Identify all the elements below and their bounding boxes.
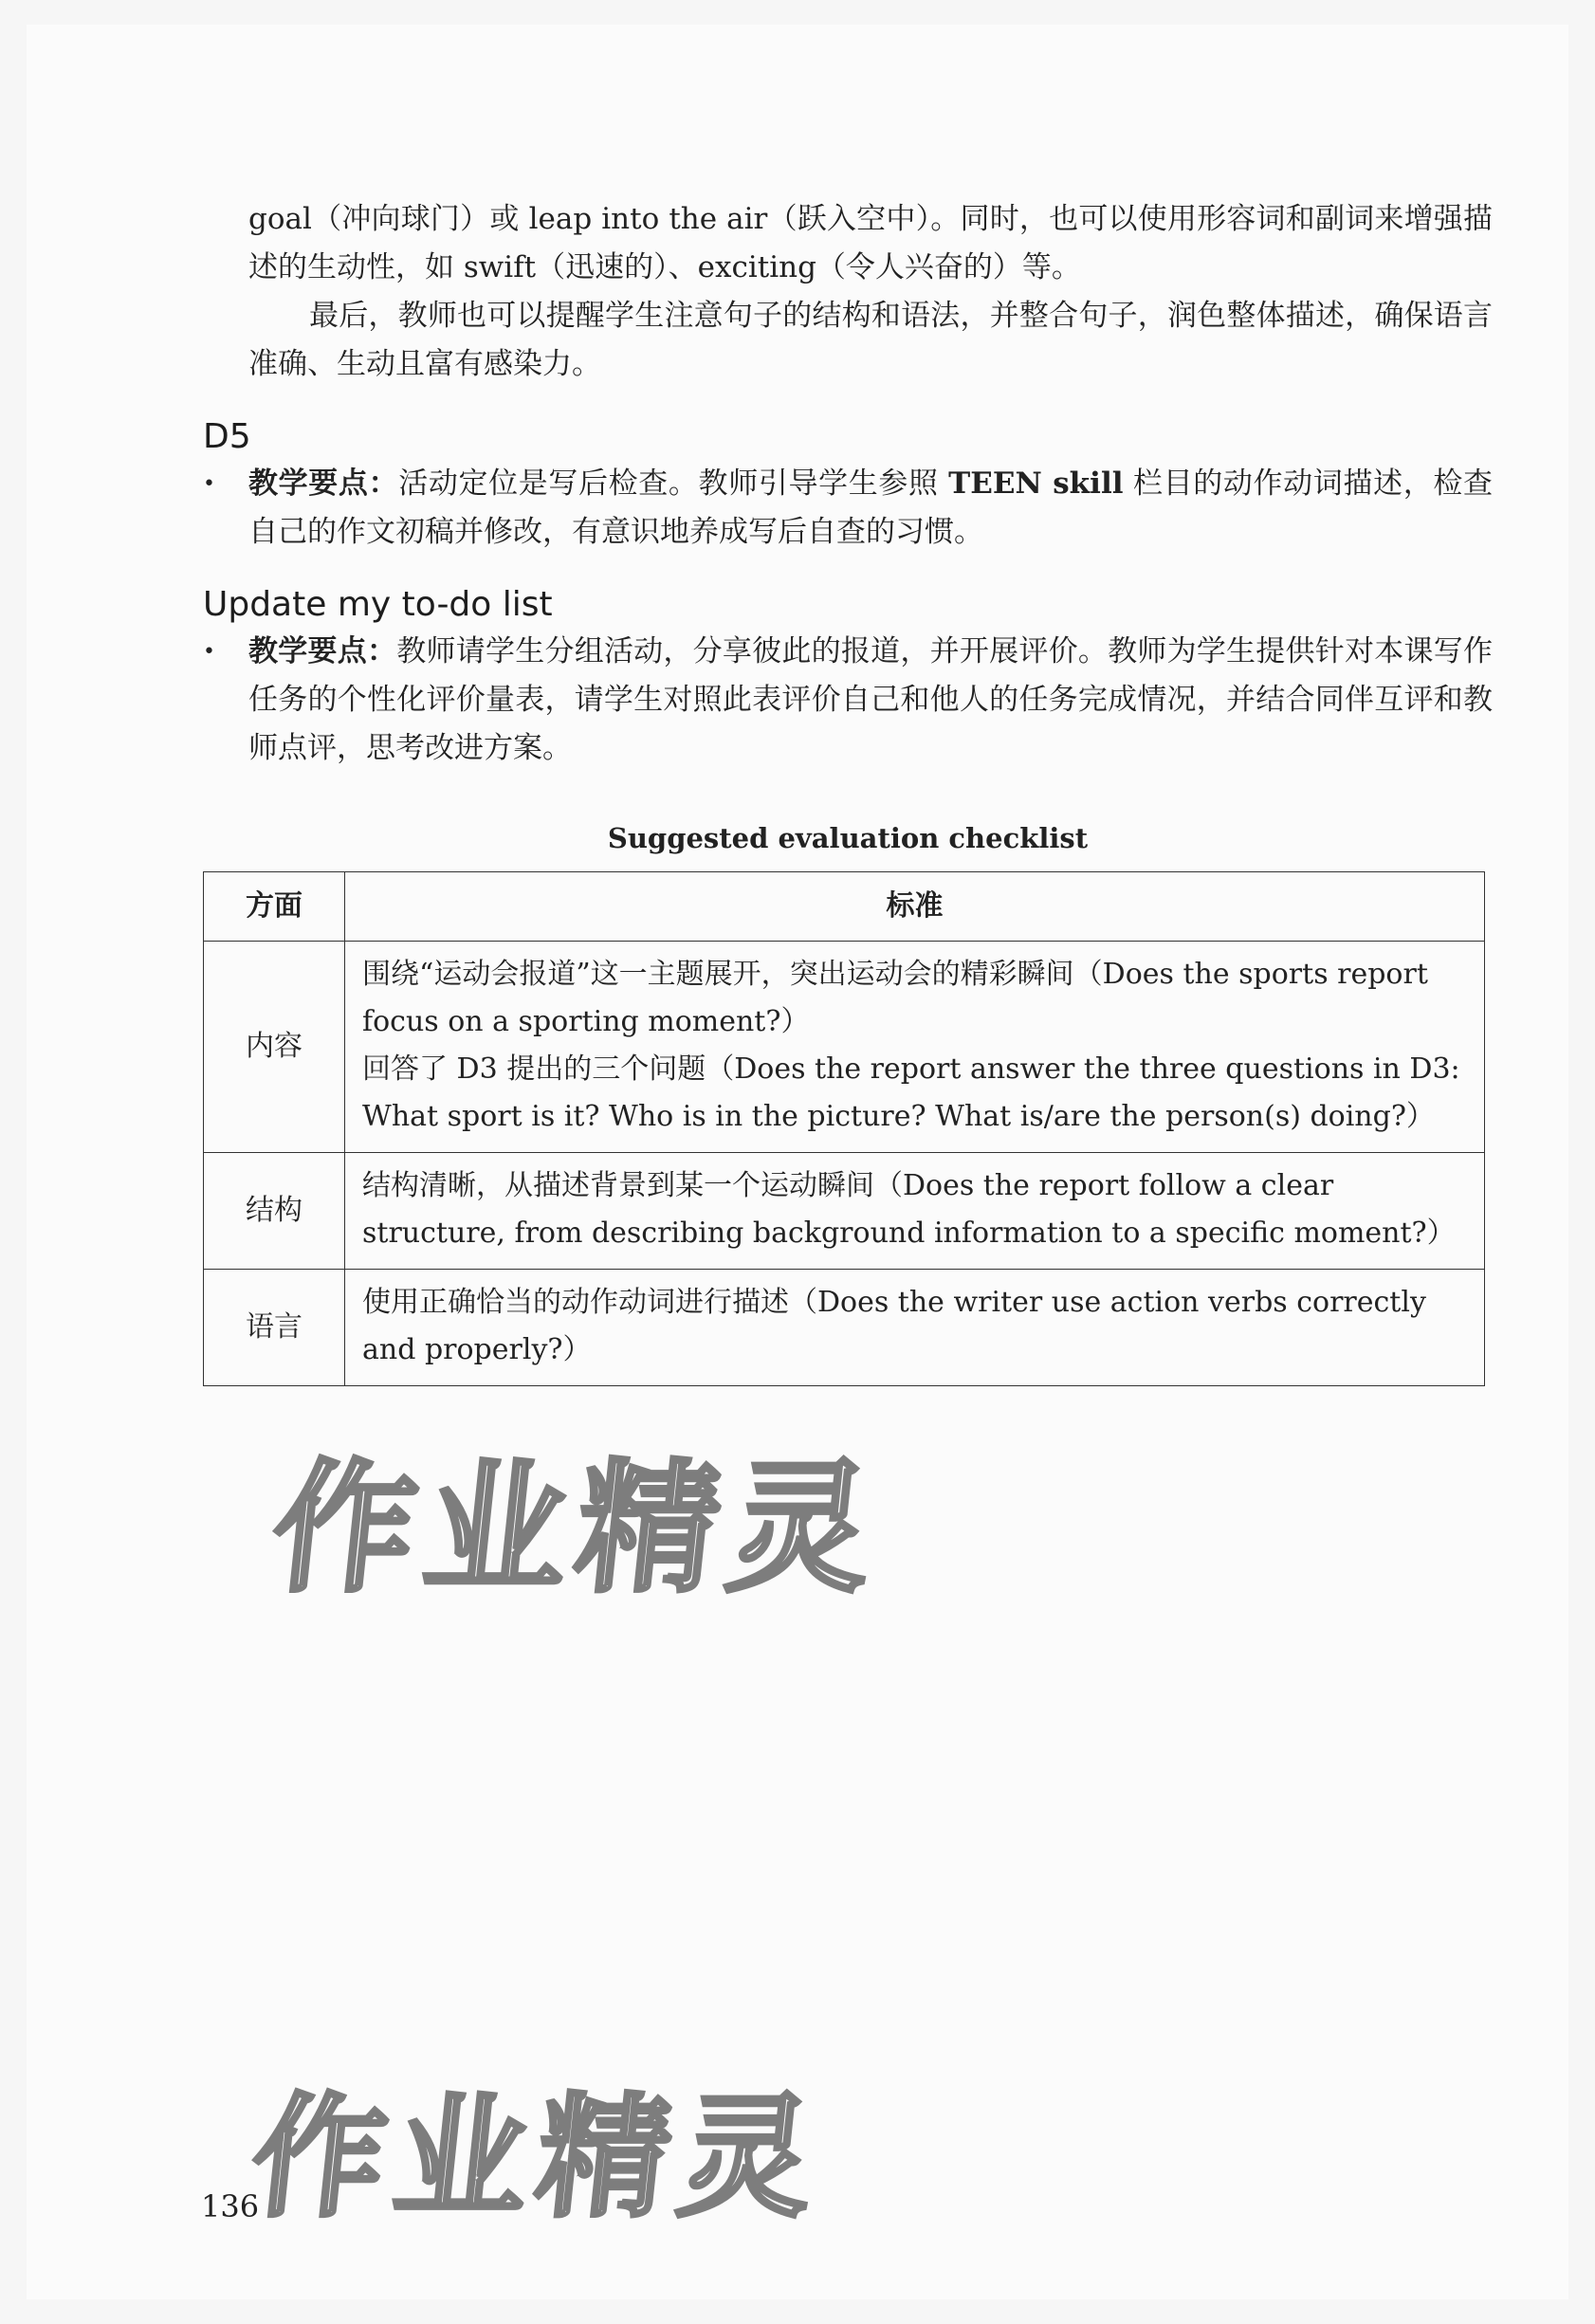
update-bullet xyxy=(203,628,1493,773)
bullet-label: 教学要点： xyxy=(248,467,399,501)
page-number: 136 xyxy=(201,2188,260,2224)
criteria-cell xyxy=(345,1270,1485,1386)
header-criteria: 标准 xyxy=(345,872,1485,942)
bullet-text: 活动定位是写后检查。教师引导学生参照 xyxy=(398,467,949,501)
document-page xyxy=(27,25,1568,2299)
section-heading-d5: D5 xyxy=(203,417,251,456)
criteria-item: 使用正确恰当的动作动词进行描述（Does the writer use action verbs correctly and properly?） xyxy=(362,1286,1426,1366)
aspect-cell: 结构 xyxy=(204,1153,345,1270)
watermark-logo: 作业精灵 xyxy=(265,1447,889,1612)
watermark-logo: 作业精灵 xyxy=(245,2081,831,2236)
aspect-cell: 内容 xyxy=(204,942,345,1153)
table-row xyxy=(204,942,1485,1153)
table-row xyxy=(204,1270,1485,1386)
criteria-item: 结构清晰，从描述背景到某一个运动瞬间（Does the report follow a clear structure, from describing background information to a specific moment?） xyxy=(362,1169,1456,1250)
table-row xyxy=(204,1153,1485,1270)
bullet-bold-text: TEEN skill xyxy=(948,467,1124,501)
bullet-icon: • xyxy=(203,640,215,664)
paragraph-final-tip: 最后，教师也可以提醒学生注意句子的结构和语法，并整合句子，润色整体描述，确保语言准确、生动且富有感染力。 xyxy=(248,299,1493,381)
aspect-cell: 语言 xyxy=(204,1270,345,1386)
bullet-icon: • xyxy=(203,472,215,496)
checklist-title: Suggested evaluation checklist xyxy=(607,822,1089,854)
evaluation-checklist-table xyxy=(203,871,1485,1386)
table-header-row xyxy=(204,872,1485,942)
criteria-cell xyxy=(345,1153,1485,1270)
bullet-text-end: 栏目的动作动词描述，检查自己的作文初稿并修改，有意识地养成写后自查的习惯。 xyxy=(248,467,1493,549)
paragraph-continuation: goal（冲向球门）或 leap into the air（跃入空中）。同时，也可以使用形容词和副词来增强描述的生动性，如 swift（迅速的）、exciting（令人兴奋的）等。 xyxy=(248,202,1493,284)
criteria-item: 围绕“运动会报道”这一主题展开，突出运动会的精彩瞬间（Does the sports report focus on a sporting moment?） xyxy=(362,958,1428,1038)
d5-bullet xyxy=(203,460,1493,557)
bullet-text: 教师请学生分组活动，分享彼此的报道，并开展评价。教师为学生提供针对本课写作任务的个性化评价量表，请学生对照此表评价自己和他人的任务完成情况，并结合同伴互评和教师点评，思考改进方案。 xyxy=(248,634,1494,765)
bullet-label: 教学要点： xyxy=(248,634,397,668)
criteria-item: 回答了 D3 提出的三个问题（Does the report answer the three questions in D3: What sport is it? Who is in the picture? What is/are the person(s) doing?） xyxy=(362,1052,1460,1133)
criteria-cell xyxy=(345,942,1485,1153)
header-aspect: 方面 xyxy=(204,872,345,942)
section-heading-update: Update my to-do list xyxy=(203,585,553,624)
page-content xyxy=(203,195,1493,1386)
